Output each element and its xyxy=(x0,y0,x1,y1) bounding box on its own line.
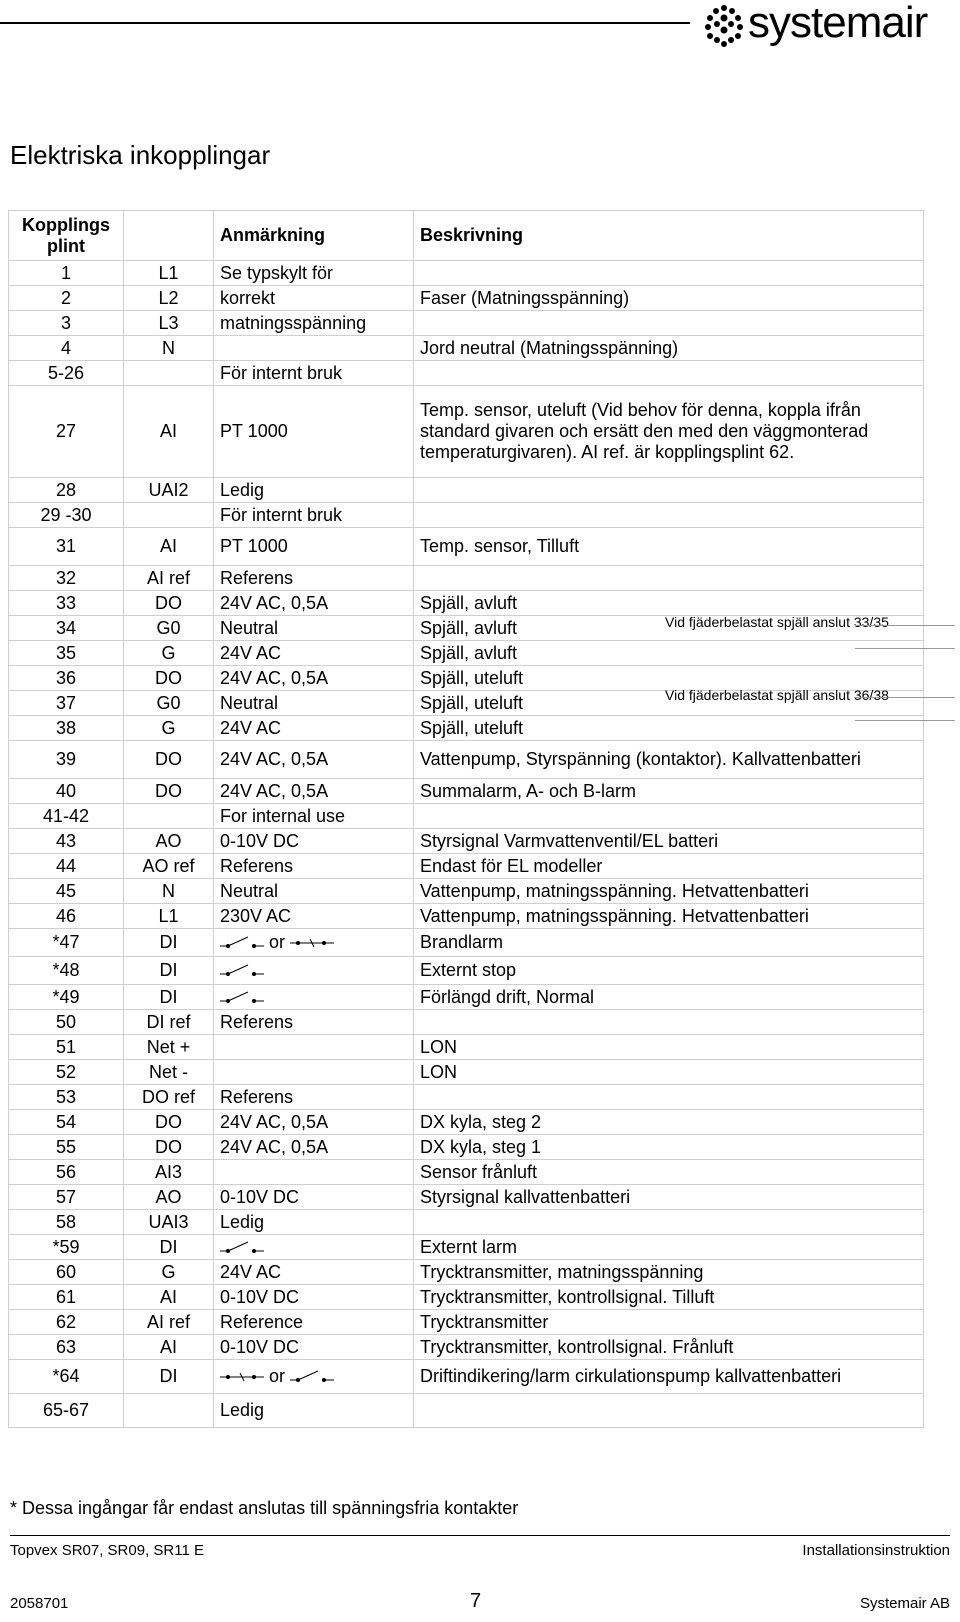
table-row xyxy=(9,1135,924,1160)
cell-terminal: 32 xyxy=(9,566,124,591)
cell-desc: DX kyla, steg 1 xyxy=(414,1135,924,1160)
cell-signal: DI xyxy=(124,929,214,957)
or-label: or xyxy=(269,931,286,952)
cell-desc xyxy=(414,261,924,286)
cell-signal: DO xyxy=(124,741,214,779)
cell-desc xyxy=(414,1085,924,1110)
table-row xyxy=(9,1360,924,1394)
cell-signal: G0 xyxy=(124,691,214,716)
table-row xyxy=(9,1310,924,1335)
header-rule xyxy=(0,22,690,24)
cell-desc: Temp. sensor, Tilluft xyxy=(414,528,924,566)
table-row xyxy=(9,566,924,591)
table-row xyxy=(9,957,924,985)
cell-desc xyxy=(414,503,924,528)
cell-note xyxy=(214,1060,414,1085)
cell-terminal: 29 -30 xyxy=(9,503,124,528)
side-note-1: Vid fjäderbelastat spjäll anslut 33/35 xyxy=(665,614,889,630)
cell-terminal: 63 xyxy=(9,1335,124,1360)
cell-note xyxy=(214,985,414,1010)
cell-note xyxy=(214,1360,414,1394)
cell-terminal: 65-67 xyxy=(9,1394,124,1428)
cell-terminal: *64 xyxy=(9,1360,124,1394)
cell-terminal: 34 xyxy=(9,616,124,641)
cell-terminal: 62 xyxy=(9,1310,124,1335)
cell-note: Ledig xyxy=(214,478,414,503)
cell-note: 0-10V DC xyxy=(214,1335,414,1360)
col-header-note: Anmärkning xyxy=(214,211,414,261)
cell-note: 24V AC, 0,5A xyxy=(214,1110,414,1135)
cell-signal: AI ref xyxy=(124,1310,214,1335)
footer-company: Systemair AB xyxy=(859,1595,950,1612)
cell-terminal: 39 xyxy=(9,741,124,779)
cell-desc xyxy=(414,804,924,829)
footer-product: Topvex SR07, SR09, SR11 E xyxy=(10,1542,204,1559)
cell-desc: LON xyxy=(414,1035,924,1060)
cell-desc: Externt larm xyxy=(414,1235,924,1260)
cell-signal xyxy=(124,361,214,386)
cell-note: Ledig xyxy=(214,1394,414,1428)
col-header-desc: Beskrivning xyxy=(414,211,924,261)
cell-terminal: *48 xyxy=(9,957,124,985)
table-row xyxy=(9,929,924,957)
cell-terminal: 31 xyxy=(9,528,124,566)
table-row xyxy=(9,904,924,929)
cell-desc xyxy=(414,1010,924,1035)
cell-note: Se typskylt för xyxy=(214,261,414,286)
cell-desc: Styrsignal Varmvattenventil/EL batteri xyxy=(414,829,924,854)
table-row xyxy=(9,1160,924,1185)
cell-signal: AI xyxy=(124,1335,214,1360)
table-row xyxy=(9,1010,924,1035)
cell-note: PT 1000 xyxy=(214,528,414,566)
cell-signal: AI ref xyxy=(124,566,214,591)
footer-doc-number: 2058701 xyxy=(10,1595,69,1612)
side-note-line xyxy=(855,720,955,721)
cell-signal: DI xyxy=(124,985,214,1010)
cell-terminal: 38 xyxy=(9,716,124,741)
cell-desc xyxy=(414,361,924,386)
footer-rule xyxy=(10,1535,950,1536)
cell-note: 0-10V DC xyxy=(214,829,414,854)
cell-signal: AI xyxy=(124,1285,214,1310)
cell-note: 24V AC xyxy=(214,641,414,666)
table-row xyxy=(9,716,924,741)
page-title: Elektriska inkopplingar xyxy=(10,140,271,170)
cell-signal: DO xyxy=(124,1110,214,1135)
cell-signal: L3 xyxy=(124,311,214,336)
cell-desc: Spjäll, uteluft xyxy=(414,691,924,716)
cell-note xyxy=(214,1035,414,1060)
cell-terminal: *49 xyxy=(9,985,124,1010)
cell-note: Neutral xyxy=(214,691,414,716)
footer-doc-type: Installationsinstruktion xyxy=(802,1542,950,1559)
side-note-line xyxy=(855,648,955,649)
cell-desc xyxy=(414,478,924,503)
cell-terminal: 53 xyxy=(9,1085,124,1110)
cell-desc: DX kyla, steg 2 xyxy=(414,1110,924,1135)
cell-note: 24V AC xyxy=(214,1260,414,1285)
cell-terminal: 4 xyxy=(9,336,124,361)
cell-note xyxy=(214,957,414,985)
table-row xyxy=(9,261,924,286)
table-row xyxy=(9,591,924,616)
table-row xyxy=(9,286,924,311)
table-row xyxy=(9,741,924,779)
cell-terminal: 27 xyxy=(9,386,124,478)
cell-terminal: 61 xyxy=(9,1285,124,1310)
cell-note: För internt bruk xyxy=(214,503,414,528)
side-note-line xyxy=(855,625,955,626)
switch-open-icon xyxy=(290,1367,334,1387)
cell-terminal: 36 xyxy=(9,666,124,691)
table-row xyxy=(9,1085,924,1110)
table-row xyxy=(9,1035,924,1060)
table-row xyxy=(9,528,924,566)
cell-note: Referens xyxy=(214,566,414,591)
cell-terminal: 45 xyxy=(9,879,124,904)
cell-terminal: 40 xyxy=(9,779,124,804)
cell-note: For internal use xyxy=(214,804,414,829)
cell-desc: Trycktransmitter, kontrollsignal. Tilluft xyxy=(414,1285,924,1310)
switch-open-icon xyxy=(220,961,264,981)
cell-signal: N xyxy=(124,879,214,904)
cell-desc: Trycktransmitter, kontrollsignal. Frånluft xyxy=(414,1335,924,1360)
cell-terminal: 46 xyxy=(9,904,124,929)
table-row xyxy=(9,641,924,666)
cell-note: 24V AC, 0,5A xyxy=(214,741,414,779)
cell-signal: AO xyxy=(124,1185,214,1210)
cell-terminal: 51 xyxy=(9,1035,124,1060)
cell-signal: Net - xyxy=(124,1060,214,1085)
cell-note: 24V AC, 0,5A xyxy=(214,1135,414,1160)
page-number: 7 xyxy=(470,1590,482,1612)
cell-terminal: 52 xyxy=(9,1060,124,1085)
cell-desc xyxy=(414,311,924,336)
cell-desc: Spjäll, avluft xyxy=(414,591,924,616)
cell-signal: L2 xyxy=(124,286,214,311)
table-row xyxy=(9,829,924,854)
switch-open-icon xyxy=(220,933,264,953)
table-row xyxy=(9,1210,924,1235)
table-row xyxy=(9,1394,924,1428)
switch-closed-icon xyxy=(290,933,334,953)
cell-signal: DI ref xyxy=(124,1010,214,1035)
cell-note: För internt bruk xyxy=(214,361,414,386)
table-row xyxy=(9,478,924,503)
or-label: or xyxy=(269,1365,286,1386)
cell-signal: Net + xyxy=(124,1035,214,1060)
cell-signal: DO xyxy=(124,666,214,691)
cell-terminal: *47 xyxy=(9,929,124,957)
cell-terminal: 35 xyxy=(9,641,124,666)
connection-table xyxy=(8,210,924,1428)
cell-terminal: 43 xyxy=(9,829,124,854)
table-row xyxy=(9,1335,924,1360)
cell-note: matningsspänning xyxy=(214,311,414,336)
cell-terminal: 1 xyxy=(9,261,124,286)
table-row xyxy=(9,503,924,528)
cell-signal: G xyxy=(124,716,214,741)
table-row xyxy=(9,1235,924,1260)
brand-name: systemair xyxy=(748,0,928,47)
cell-signal: AO ref xyxy=(124,854,214,879)
switch-closed-icon xyxy=(220,1367,264,1387)
cell-terminal: 28 xyxy=(9,478,124,503)
cell-signal: G xyxy=(124,641,214,666)
cell-signal: DO xyxy=(124,779,214,804)
cell-desc: Sensor frånluft xyxy=(414,1160,924,1185)
cell-signal: AI3 xyxy=(124,1160,214,1185)
cell-desc: Trycktransmitter, matningsspänning xyxy=(414,1260,924,1285)
col-header-signal xyxy=(124,211,214,261)
cell-desc xyxy=(414,1210,924,1235)
cell-note: Ledig xyxy=(214,1210,414,1235)
cell-signal: DI xyxy=(124,957,214,985)
side-note-line xyxy=(855,697,955,698)
cell-terminal: 44 xyxy=(9,854,124,879)
cell-note: korrekt xyxy=(214,286,414,311)
table-row xyxy=(9,1260,924,1285)
table-row xyxy=(9,854,924,879)
cell-note: Referens xyxy=(214,1010,414,1035)
switch-open-icon xyxy=(220,1238,264,1258)
table-row xyxy=(9,1110,924,1135)
cell-desc: Brandlarm xyxy=(414,929,924,957)
cell-terminal: 3 xyxy=(9,311,124,336)
cell-desc: Vattenpump, matningsspänning. Hetvattenbatteri xyxy=(414,904,924,929)
cell-signal xyxy=(124,804,214,829)
cell-signal: DO xyxy=(124,1135,214,1160)
cell-terminal: 37 xyxy=(9,691,124,716)
cell-desc: Förlängd drift, Normal xyxy=(414,985,924,1010)
cell-terminal: 55 xyxy=(9,1135,124,1160)
footnote: * Dessa ingångar får endast anslutas till spänningsfria kontakter xyxy=(10,1498,519,1518)
cell-note: Referens xyxy=(214,854,414,879)
cell-desc: Spjäll, uteluft xyxy=(414,716,924,741)
cell-terminal: 33 xyxy=(9,591,124,616)
cell-note xyxy=(214,336,414,361)
cell-terminal: 50 xyxy=(9,1010,124,1035)
table-row xyxy=(9,386,924,478)
cell-desc: Vattenpump, Styrspänning (kontaktor). Kallvattenbatteri xyxy=(414,741,924,779)
cell-desc: Spjäll, avluft xyxy=(414,616,924,641)
cell-signal: UAI2 xyxy=(124,478,214,503)
table-row xyxy=(9,1185,924,1210)
cell-note: 24V AC, 0,5A xyxy=(214,591,414,616)
cell-desc: Endast för EL modeller xyxy=(414,854,924,879)
cell-signal: G xyxy=(124,1260,214,1285)
cell-terminal: 60 xyxy=(9,1260,124,1285)
cell-desc xyxy=(414,566,924,591)
cell-signal: N xyxy=(124,336,214,361)
cell-terminal: *59 xyxy=(9,1235,124,1260)
cell-note xyxy=(214,1160,414,1185)
switch-open-icon xyxy=(220,988,264,1008)
cell-desc: Spjäll, avluft xyxy=(414,641,924,666)
cell-note xyxy=(214,1235,414,1260)
table-row xyxy=(9,336,924,361)
cell-desc: Jord neutral (Matningsspänning) xyxy=(414,336,924,361)
side-note-2: Vid fjäderbelastat spjäll anslut 36/38 xyxy=(665,687,889,703)
table-row xyxy=(9,779,924,804)
cell-desc: Spjäll, uteluft xyxy=(414,666,924,691)
table-row xyxy=(9,985,924,1010)
cell-signal: DO xyxy=(124,591,214,616)
cell-note: PT 1000 xyxy=(214,386,414,478)
cell-desc xyxy=(414,1394,924,1428)
cell-signal: G0 xyxy=(124,616,214,641)
table-row xyxy=(9,1060,924,1085)
cell-signal: DI xyxy=(124,1235,214,1260)
cell-signal xyxy=(124,503,214,528)
cell-terminal: 5-26 xyxy=(9,361,124,386)
cell-signal: DO ref xyxy=(124,1085,214,1110)
cell-signal: AO xyxy=(124,829,214,854)
cell-desc: Styrsignal kallvattenbatteri xyxy=(414,1185,924,1210)
cell-note: Neutral xyxy=(214,879,414,904)
cell-desc: LON xyxy=(414,1060,924,1085)
cell-terminal: 56 xyxy=(9,1160,124,1185)
cell-note: 24V AC, 0,5A xyxy=(214,666,414,691)
cell-terminal: 41-42 xyxy=(9,804,124,829)
cell-terminal: 57 xyxy=(9,1185,124,1210)
cell-desc: Trycktransmitter xyxy=(414,1310,924,1335)
cell-signal: L1 xyxy=(124,261,214,286)
cell-signal: AI xyxy=(124,528,214,566)
cell-signal xyxy=(124,1394,214,1428)
cell-desc: Externt stop xyxy=(414,957,924,985)
cell-note xyxy=(214,929,414,957)
cell-note: 24V AC xyxy=(214,716,414,741)
cell-signal: DI xyxy=(124,1360,214,1394)
table-row xyxy=(9,361,924,386)
table-row xyxy=(9,879,924,904)
table-row xyxy=(9,804,924,829)
table-body xyxy=(9,261,924,1428)
cell-desc: Driftindikering/larm cirkulationspump kallvattenbatteri xyxy=(414,1360,924,1394)
cell-terminal: 2 xyxy=(9,286,124,311)
cell-terminal: 58 xyxy=(9,1210,124,1235)
cell-note: Referens xyxy=(214,1085,414,1110)
cell-note: 24V AC, 0,5A xyxy=(214,779,414,804)
cell-signal: AI xyxy=(124,386,214,478)
cell-desc: Faser (Matningsspänning) xyxy=(414,286,924,311)
cell-note: 230V AC xyxy=(214,904,414,929)
cell-desc: Temp. sensor, uteluft (Vid behov för denna, koppla ifrån standard givaren och ersätt den med den väggmonterad temperaturgivaren). AI ref. är kopplingsplint 62. xyxy=(414,386,924,478)
cell-terminal: 54 xyxy=(9,1110,124,1135)
cell-desc: Summalarm, A- och B-larm xyxy=(414,779,924,804)
table-row xyxy=(9,311,924,336)
table-row xyxy=(9,1285,924,1310)
cell-signal: L1 xyxy=(124,904,214,929)
cell-signal: UAI3 xyxy=(124,1210,214,1235)
cell-note: Reference xyxy=(214,1310,414,1335)
cell-note: 0-10V DC xyxy=(214,1285,414,1310)
col-header-terminal: Kopplings plint xyxy=(9,211,124,261)
cell-note: Neutral xyxy=(214,616,414,641)
cell-note: 0-10V DC xyxy=(214,1185,414,1210)
cell-desc: Vattenpump, matningsspänning. Hetvattenbatteri xyxy=(414,879,924,904)
